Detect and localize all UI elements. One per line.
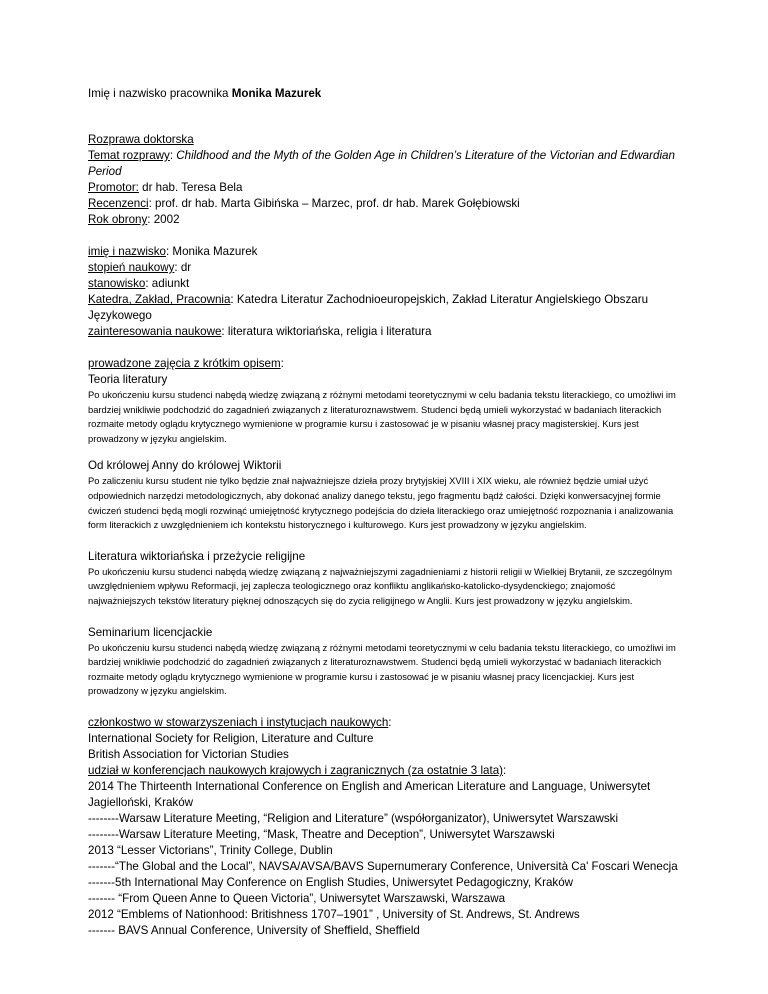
promotor-value: dr hab. Teresa Bela	[138, 181, 243, 194]
year-label: Rok obrony	[88, 213, 148, 226]
conference-item: -------“The Global and the Local”, NAVSA/AVSA/BAVS Supernumerary Conference, Università Ca' Foscari Wenecja	[88, 859, 678, 873]
promotor-label: Promotor:	[88, 181, 139, 194]
conferences-section	[88, 763, 678, 939]
year-value: : 2002	[147, 213, 180, 226]
person-dept	[88, 292, 678, 324]
membership-heading-label: członkostwo w stowarzyszeniach i instytucjach naukowych	[88, 715, 389, 729]
thesis-topic-label: Temat rozprawy	[88, 149, 170, 162]
employee-name: Monika Mazurek	[231, 87, 322, 100]
course-title: Od królowej Anny do królowej Wiktorii	[88, 459, 282, 473]
conference-item: ------- “From Queen Anne to Queen Victoria”, Uniwersytet Warszawski, Warszawa	[88, 891, 506, 905]
conference-item: 2014 The Thirteenth International Conference on English and American Literature and Language, Uniwersytet Jagielloński, Kraków	[88, 779, 651, 809]
position-label: stanowisko	[88, 277, 146, 290]
conference-item: --------Warsaw Literature Meeting, “Religion and Literature” (współorganizator), Uniwersytet Warszawski	[88, 811, 619, 825]
thesis-year	[88, 212, 678, 228]
person-degree	[88, 260, 678, 276]
conferences-heading: udział w konferencjach naukowych krajowych i zagranicznych (za ostatnie 3 lata):	[88, 763, 507, 777]
thesis-section	[88, 132, 678, 228]
dept-value: : Katedra Literatur Zachodnioeuropejskich, Zakład Literatur Angielskiego Obszaru Językowego	[88, 293, 649, 322]
course-description: Po ukończeniu kursu studenci nabędą wiedzę związaną z najważniejszymi zagadnieniami z historii religii w Wielkiej Brytanii, ze szczególnym uwzględnieniem wpływu Reformacji, jej zaplecza teologicznego oraz konfliktu anglikańsko-katolicko-dysydenckiego; znajomość najważniejszych tekstów literatury pięknej odnoszących się do zycia religijnego w Anglii. Kurs jest prowadzony w języku angielskim.	[88, 565, 673, 606]
person-name	[88, 244, 678, 260]
conference-item: -------5th International May Conference on English Studies, Uniwersytet Pedagogiczny, Kraków	[88, 875, 574, 889]
courses-heading-label: prowadzone zajęcia z krótkim opisem	[88, 357, 281, 370]
conferences-heading-label: udział w konferencjach naukowych krajowych i zagranicznych (za ostatnie 3 lata)	[88, 763, 504, 777]
membership-item: British Association for Victorian Studies	[88, 747, 289, 761]
person-name-label: imię i nazwisko	[88, 245, 166, 258]
courses-section	[88, 356, 678, 699]
degree-value: : dr	[174, 261, 192, 274]
employee-header	[88, 86, 678, 102]
conference-item: 2013 “Lesser Victorians”, Trinity College, Dublin	[88, 843, 333, 857]
thesis-topic: Temat rozprawy: Childhood and the Myth of the Golden Age in Children’s Literature of the Victorian and Edwardian Period	[88, 149, 675, 178]
membership-section	[88, 715, 678, 763]
course-description: Po ukończeniu kursu studenci nabędą wiedzę związaną z różnymi metodami teoretycznymi w celu badania tekstu literackiego, co umożliwi im bardziej wnikliwie podchodzić do zagadnień związanych z literaturoznawstwem. Studenci będą umieli wykorzystać w badaniach literackich rozmaite metody oglądu krytycznego wymienione w programie kursu i zastosować je w pisaniu własnej pracy magisterskiej. Kurs jest prowadzony w języku angielskim.	[88, 389, 676, 444]
dept-label: Katedra, Zakład, Pracownia	[88, 293, 231, 306]
course-title: Teoria literatury	[88, 373, 168, 386]
thesis-promotor	[88, 180, 678, 196]
course-description: Po ukończeniu kursu studenci nabędą wiedzę związaną z różnymi metodami teoretycznymi w celu badania tekstu literackiego, co umożliwi im bardziej wnikliwie podchodzić do zagadnień związanych z literaturoznawstwem. Studenci będą umieli wykorzystać w badaniach literackich rozmaite metody oglądu krytycznego wymienione w programie kursu i zastosować je w pisaniu własnej pracy licencjackiej. Kurs jest prowadzony w języku angielskim.	[88, 641, 676, 697]
thesis-heading: Rozprawa doktorska	[88, 133, 194, 146]
course-title: Seminarium licencjackie	[88, 625, 213, 639]
person-position	[88, 276, 678, 292]
conference-item: ------- BAVS Annual Conference, University of Sheffield, Sheffield	[88, 923, 420, 937]
thesis-reviewers	[88, 196, 678, 212]
degree-label: stopień naukowy	[88, 261, 175, 274]
person-interests	[88, 324, 678, 340]
position-value: : adiunkt	[145, 277, 190, 290]
employee-label: Imię i nazwisko pracownika	[88, 87, 229, 100]
reviewers-value: : prof. dr hab. Marta Gibińska – Marzec, prof. dr hab. Marek Gołębiowski	[148, 197, 520, 210]
thesis-topic-value: Childhood and the Myth of the Golden Age in Children’s Literature of the Victorian and Edwardian Period	[88, 149, 675, 178]
person-name-value: : Monika Mazurek	[165, 245, 258, 258]
document-page	[88, 86, 678, 939]
membership-item: International Society for Religion, Literature and Culture	[88, 731, 374, 745]
interests-label: zainteresowania naukowe	[88, 325, 222, 338]
course-title: Literatura wiktoriańska i przeżycie religijne	[88, 549, 306, 563]
reviewers-label: Recenzenci	[88, 197, 149, 210]
interests-value: : literatura wiktoriańska, religia i literatura	[221, 325, 432, 338]
membership-heading: członkostwo w stowarzyszeniach i instytucjach naukowych:	[88, 715, 392, 729]
conference-item: 2012 “Emblems of Nationhood: Britishness 1707–1901” , University of St. Andrews, St. Andrews	[88, 907, 580, 921]
courses-heading: prowadzone zajęcia z krótkim opisem:	[88, 357, 284, 370]
person-section	[88, 244, 678, 340]
conference-item: --------Warsaw Literature Meeting, “Mask, Theatre and Deception”, Uniwersytet Warszawski	[88, 827, 555, 841]
course-description: Po zaliczeniu kursu student nie tylko będzie znał najważniejsze dzieła prozy brytyjskiej XVIII i XIX wieku, ale również będzie umiał użyć odpowiednich narzędzi metodologicznych, aby dokonać analizy danego tekstu, jego fragmentu bądź całości. Dzięki konwersacyjnej formie ćwiczeń studenci będą mogli rozwinąć umiejętność krytycznego podejścia do dzieła literackiego oraz umiejętność rozpoznania i analizowania form literackich z uwzględnieniem ich kontekstu historycznego i kulturowego. Kurs jest prowadzony w języku angielskim.	[88, 475, 674, 531]
